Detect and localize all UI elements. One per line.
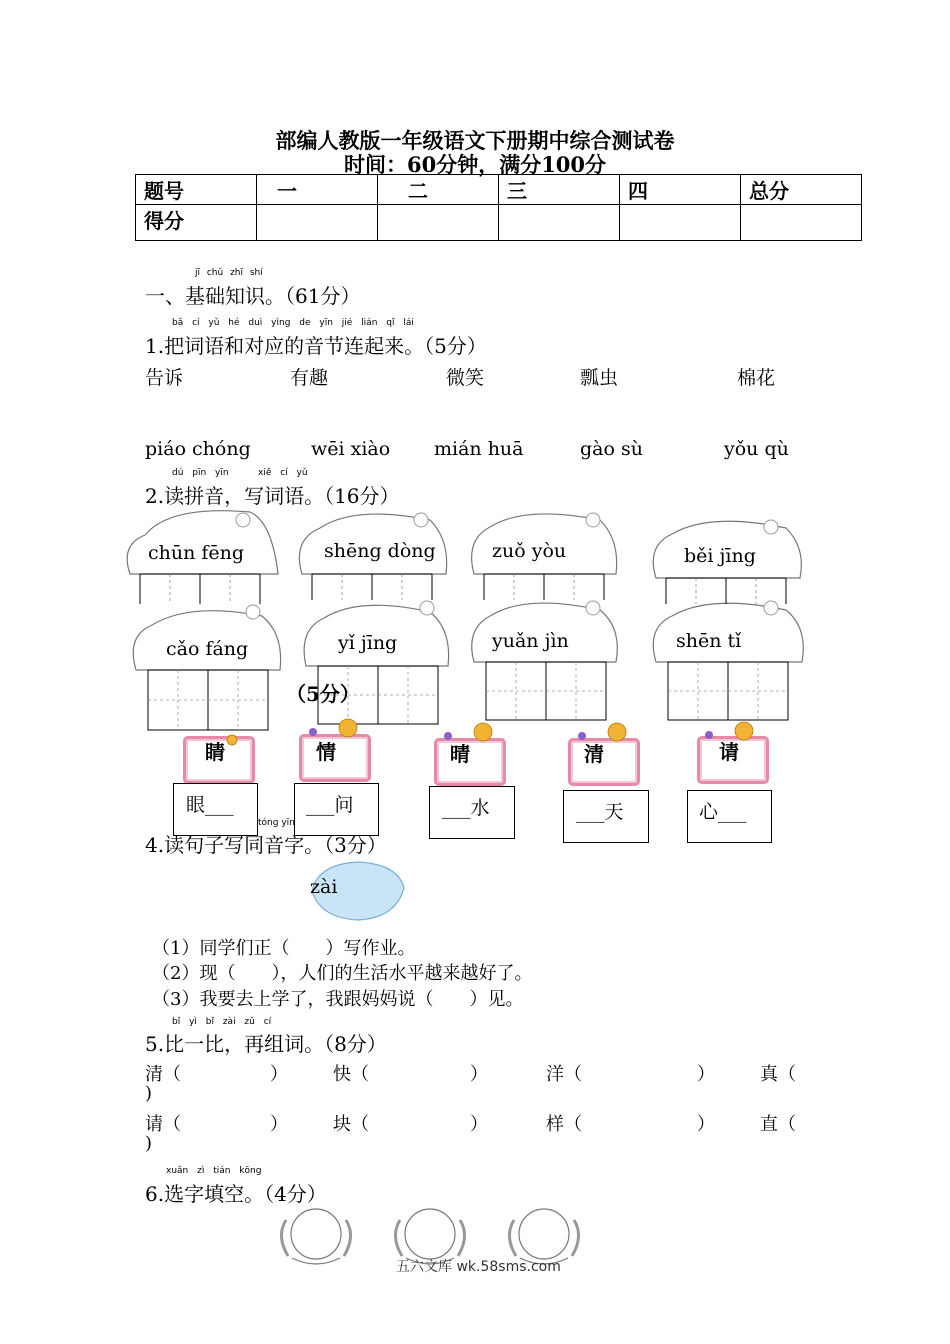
compare-close: ） [270, 1064, 288, 1085]
character-icon [608, 723, 626, 741]
pinyin-prompt: běi jīng [684, 545, 756, 567]
blank-text: ___问 [306, 794, 354, 816]
pinyin-prompt: cǎo fáng [166, 638, 249, 660]
char-label: 晴 [450, 742, 470, 766]
balloon-icon [705, 731, 713, 739]
compare-close: ） [470, 1064, 488, 1085]
char-label: 请 [719, 740, 739, 764]
compare-item[interactable]: 快（ [333, 1064, 369, 1085]
flower-icon [414, 513, 428, 527]
syllable-item[interactable]: gào sù [580, 438, 643, 460]
q5-pinyin: bǐ yì bǐ zài zǔ cí [172, 1017, 272, 1027]
q1-pinyin: bǎ cí yǔ hé duì yìng de yīn jié lián qǐ lái [172, 318, 414, 328]
flower-icon [586, 601, 600, 615]
q2-pinyin-a: dú pīn yīn [172, 468, 229, 478]
table-header-cell: 总分 [741, 175, 862, 205]
compare-item[interactable]: 直（ [760, 1114, 796, 1135]
pinyin-prompt: shēn tǐ [676, 630, 742, 652]
compare-close: ) [145, 1133, 153, 1154]
syllable-item[interactable]: yǒu qù [724, 438, 789, 460]
q4-heading: 4.读句子写同音字。（3分） [145, 833, 387, 857]
q2-heading: 2.读拼音，写词语。（16分） [145, 484, 400, 508]
syllable-item[interactable]: piáo chóng [145, 438, 251, 460]
pinyin-prompt: yuǎn jìn [492, 630, 569, 652]
char-label: 情 [316, 740, 336, 764]
compare-close: ） [470, 1114, 488, 1135]
compare-close: ） [270, 1114, 288, 1135]
q6-pinyin: xuǎn zì tián kōng [166, 1166, 262, 1176]
table-header-cell: 一 [257, 175, 378, 205]
sentence[interactable]: （2）现（ ），人们的生活水平越来越好了。 [152, 963, 533, 984]
compare-item[interactable]: 洋（ [546, 1064, 582, 1085]
blank-text: ___天 [576, 801, 624, 823]
syllable-item[interactable]: mián huā [434, 438, 524, 460]
pinyin-prompt: zuǒ yòu [492, 540, 567, 562]
compare-item[interactable]: 请（ [145, 1114, 181, 1135]
compare-close: ） [697, 1064, 715, 1085]
word-item[interactable]: 告诉 [145, 367, 184, 389]
table-header-cell: 四 [620, 175, 741, 205]
balloon-icon [309, 728, 317, 736]
character-icon [339, 719, 357, 737]
blank-text: 眼___ [186, 794, 234, 816]
section1-pinyin: jī chǔ zhī shí [195, 268, 263, 278]
table-header-cell: 二 [378, 175, 499, 205]
sentence[interactable]: （3）我要去上学了，我跟妈妈说（ ）见。 [152, 989, 524, 1010]
compare-item[interactable]: 真（ [760, 1064, 796, 1085]
word-item[interactable]: 微笑 [446, 367, 485, 389]
flower-icon [586, 513, 600, 527]
compare-item[interactable]: 清（ [145, 1064, 181, 1085]
char-label: 睛 [205, 740, 225, 764]
watermark: 五六文库 wk.58sms.com [396, 1259, 561, 1275]
syllable-item[interactable]: wēi xiào [311, 438, 391, 460]
blank-text: ___水 [442, 797, 490, 819]
table-header-cell: 三 [499, 175, 620, 205]
compare-item[interactable]: 块（ [333, 1114, 369, 1135]
sentence[interactable]: （1）同学们正（ ）写作业。 [152, 938, 416, 959]
character-icon [474, 723, 492, 741]
compare-close: ) [145, 1083, 153, 1104]
laurel-wreath-icon [281, 1209, 350, 1264]
q4-pinyin: tóng yīn [258, 818, 295, 828]
flower-icon [236, 513, 250, 527]
flower-icon [764, 520, 778, 534]
q1-heading: 1.把词语和对应的音节连起来。（5分） [145, 334, 487, 358]
q6-heading: 6.选字填空。（4分） [145, 1182, 327, 1206]
section1-heading: 一、基础知识。（61分） [145, 284, 361, 308]
word-item[interactable]: 有趣 [290, 367, 329, 389]
character-icon [227, 735, 237, 745]
pinyin-prompt: yǐ jīng [338, 632, 398, 654]
compare-close: ） [697, 1114, 715, 1135]
pinyin-prompt: chūn fēng [148, 542, 245, 564]
pinyin-prompt: shēng dòng [324, 540, 436, 562]
flower-icon [764, 601, 778, 615]
q5-heading: 5.比一比，再组词。（8分） [145, 1032, 387, 1056]
q3-score: （5分） [286, 682, 360, 706]
page-subtitle: 时间：60分钟，满分100分 [343, 152, 607, 177]
table-row-label: 得分 [136, 205, 257, 241]
decoration-icons [0, 714, 950, 754]
page-title: 部编人教版一年级语文下册期中综合测试卷 [275, 128, 675, 153]
compare-item[interactable]: 样（ [546, 1114, 582, 1135]
char-label: 清 [584, 742, 604, 766]
q2-pinyin-b: xiě cí yǔ [258, 468, 308, 478]
bubble-pinyin: zài [310, 876, 338, 898]
flower-icon [246, 605, 260, 619]
table-header-cell: 题号 [136, 175, 257, 205]
word-item[interactable]: 棉花 [737, 367, 776, 389]
flower-icon [420, 601, 434, 615]
word-item[interactable]: 瓢虫 [580, 367, 619, 389]
blank-text: 心___ [699, 801, 747, 823]
